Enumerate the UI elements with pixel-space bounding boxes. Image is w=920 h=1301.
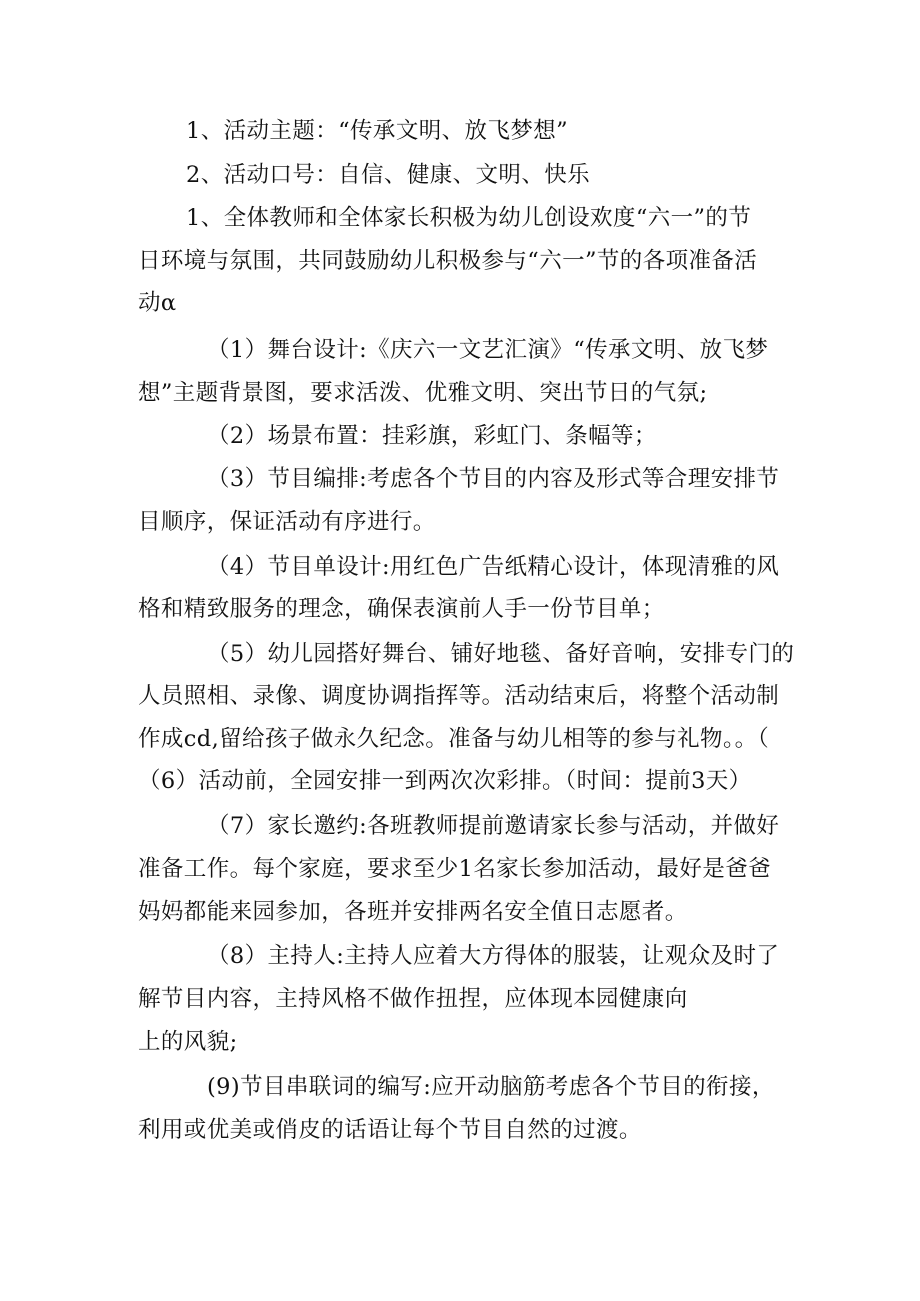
text-line: 1、全体教师和全体家长积极为幼儿创设欢度“六一”的节 bbox=[186, 205, 752, 231]
text-line: （5）幼儿园搭好舞台、铺好地毯、备好音响，安排专门的 bbox=[207, 641, 795, 667]
text-line: （1）舞台设计:《庆六一文艺汇演》“传承文明、放飞梦 bbox=[207, 337, 769, 363]
text-line: 准备工作。每个家庭，要求至少1名家长参加活动，最好是爸爸 bbox=[138, 856, 772, 882]
text-line: 2、活动口号：自信、健康、文明、快乐 bbox=[186, 162, 591, 188]
text-line: （8）主持人:主持人应着大方得体的服装，让观众及时了 bbox=[207, 943, 780, 969]
text-line: (9)节目串联词的编写:应开动脑筋考虑各个节目的衔接， bbox=[207, 1074, 775, 1100]
text-line: 作成cd,留给孩子做永久纪念。准备与幼儿相等的参与礼物。。（ bbox=[138, 726, 770, 752]
text-line: 动α bbox=[138, 290, 177, 316]
text-line: （6）活动前，全园安排一到两次次彩排。（时间：提前3天） bbox=[138, 768, 752, 794]
text-line: （7）家长邀约:各班教师提前邀请家长参与活动，并做好 bbox=[207, 813, 780, 839]
text-line: 妈妈都能来园参加，各班并安排两名安全值日志愿者。 bbox=[138, 899, 688, 925]
text-line: （3）节目编排:考虑各个节目的内容及形式等合理安排节 bbox=[207, 466, 780, 492]
text-line: 目顺序，保证活动有序进行。 bbox=[138, 509, 436, 535]
text-line: 格和精致服务的理念，确保表演前人手一份节目单； bbox=[138, 596, 665, 622]
text-line: 1、活动主题：“传承文明、放飞梦想” bbox=[186, 118, 569, 144]
text-line: 日环境与氛围，共同鼓励幼儿积极参与“六一”节的各项准备活 bbox=[138, 248, 758, 274]
text-line: 人员照相、录像、调度协调指挥等。活动结束后，将整个活动制 bbox=[138, 683, 780, 709]
text-line: 利用或优美或俏皮的话语让每个节目自然的过渡。 bbox=[138, 1117, 642, 1143]
text-line: （4）节目单设计:用红色广告纸精心设计，体现清雅的风 bbox=[207, 554, 780, 580]
text-line: 上的风貌; bbox=[138, 1029, 238, 1055]
text-line: 解节目内容，主持风格不做作扭捏，应体现本园健康向 bbox=[138, 986, 688, 1012]
text-line: （2）场景布置：挂彩旗，彩虹门、条幅等； bbox=[207, 423, 657, 449]
text-line: 想”主题背景图，要求活泼、优雅文明、突出节日的气氛; bbox=[138, 380, 708, 406]
